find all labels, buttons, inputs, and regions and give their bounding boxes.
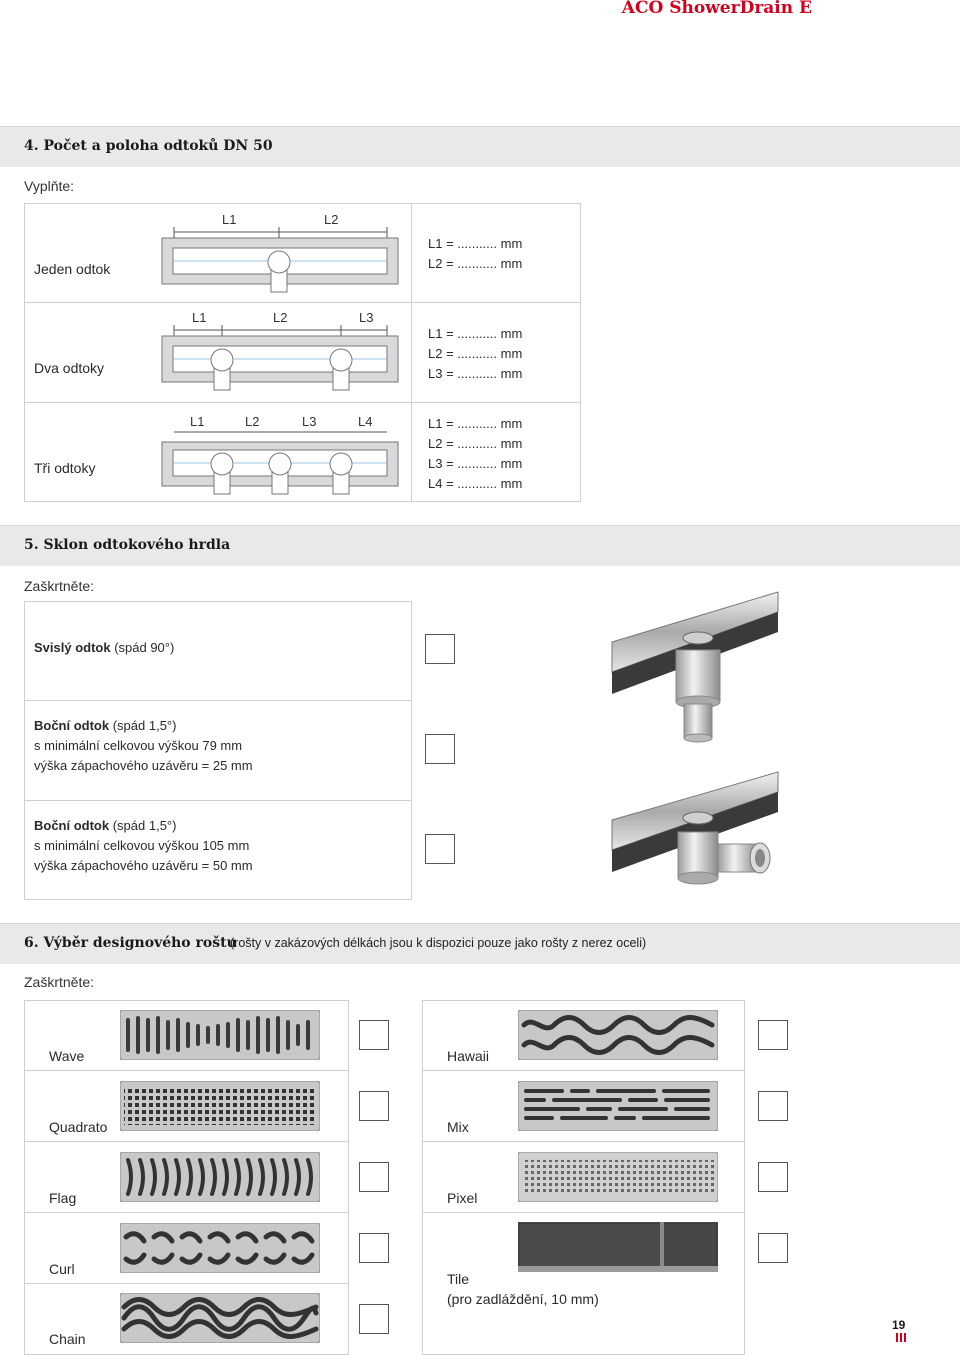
vertical-outlet-checkbox[interactable] xyxy=(425,634,455,664)
svg-text:L2: L2 xyxy=(245,414,260,429)
grate-label-tile: Tile xyxy=(447,1271,470,1287)
length-field[interactable]: L1 = ........... mm xyxy=(428,326,523,341)
svg-text:L2: L2 xyxy=(273,310,288,325)
fields-two-outlets xyxy=(428,324,522,384)
grate-label-wave: Wave xyxy=(49,1048,85,1064)
grate-label-pixel: Pixel xyxy=(447,1190,478,1206)
quadrato-grate-pattern xyxy=(120,1081,320,1131)
section-6-note: (rošty v zakázových délkách jsou k dispozici pouze jako rošty z nerez oceli) xyxy=(230,936,647,950)
section-4-title: 4. Počet a poloha odtoků DN 50 xyxy=(24,138,273,154)
option-side-outlet-79: Boční odtok (spád 1,5°) s minimální celkovou výškou 79 mm výška zápachového uzávěru = 25 mm xyxy=(34,718,253,773)
hawaii-checkbox[interactable] xyxy=(758,1020,788,1050)
chain-grate-pattern xyxy=(120,1293,320,1343)
svg-text:L1: L1 xyxy=(190,414,205,429)
grate-label-tile-note: (pro zadláždění, 10 mm) xyxy=(447,1291,599,1307)
grate-label-quadrato: Quadrato xyxy=(49,1119,108,1135)
wave-grate-pattern xyxy=(120,1010,320,1060)
curl-grate-pattern xyxy=(120,1223,320,1273)
row-label-three-outlets: Tři odtoky xyxy=(34,460,96,476)
length-field[interactable]: L2 = ........... mm xyxy=(428,346,523,361)
option-side-outlet-105: Boční odtok (spád 1,5°) s minimální celkovou výškou 105 mm výška zápachového uzávěru = 50 mm xyxy=(34,818,253,873)
page-marker-icon xyxy=(896,1333,908,1342)
tile-grate-pattern xyxy=(518,1222,718,1272)
pixel-grate-pattern xyxy=(518,1152,718,1202)
side-outlet-photo xyxy=(608,770,783,895)
curl-checkbox[interactable] xyxy=(359,1233,389,1263)
pixel-checkbox[interactable] xyxy=(758,1162,788,1192)
fields-three-outlets xyxy=(428,414,522,494)
drain-channel-diagram-two xyxy=(160,306,400,398)
grate-label-mix: Mix xyxy=(447,1119,469,1135)
grate-label-chain: Chain xyxy=(49,1331,86,1347)
mix-checkbox[interactable] xyxy=(758,1091,788,1121)
side-outlet-79-checkbox[interactable] xyxy=(425,734,455,764)
svg-text:L4: L4 xyxy=(358,414,373,429)
flag-checkbox[interactable] xyxy=(359,1162,389,1192)
drain-channel-diagram-three xyxy=(160,410,400,498)
chain-checkbox[interactable] xyxy=(359,1304,389,1334)
grate-label-curl: Curl xyxy=(49,1261,75,1277)
dim-label: L2 xyxy=(324,212,339,227)
svg-text:L3: L3 xyxy=(359,310,374,325)
svg-text:L1: L1 xyxy=(192,310,207,325)
section-5-title: 5. Sklon odtokového hrdla xyxy=(24,537,231,553)
length-field[interactable]: L4 = ........... mm xyxy=(428,476,523,491)
page-number: 19 xyxy=(892,1318,906,1332)
section-6-title: 6. Výběr designového roštu xyxy=(24,935,237,951)
grate-label-flag: Flag xyxy=(49,1190,77,1206)
length-field[interactable]: L1 = ........... mm xyxy=(428,236,523,251)
mix-grate-pattern xyxy=(518,1081,718,1131)
drain-channel-diagram-one xyxy=(160,208,400,296)
svg-text:L3: L3 xyxy=(302,414,317,429)
grate-label-hawaii: Hawaii xyxy=(447,1048,490,1064)
length-field[interactable]: L1 = ........... mm xyxy=(428,416,523,431)
hawaii-grate-pattern xyxy=(518,1010,718,1060)
option-vertical-outlet: Svislý odtok (spád 90°) xyxy=(34,640,175,655)
side-outlet-105-checkbox[interactable] xyxy=(425,834,455,864)
brand-title: ACO ShowerDrain E xyxy=(621,0,812,18)
length-field[interactable]: L3 = ........... mm xyxy=(428,366,523,381)
wave-checkbox[interactable] xyxy=(359,1020,389,1050)
section-5-header xyxy=(0,525,960,566)
section-4-header xyxy=(0,126,960,167)
section-5-prompt: Zaškrtněte: xyxy=(24,578,95,594)
vertical-outlet-photo xyxy=(608,590,783,750)
section-6-header xyxy=(0,923,960,964)
tile-checkbox[interactable] xyxy=(758,1233,788,1263)
dim-label: L1 xyxy=(222,212,237,227)
row-label-two-outlets: Dva odtoky xyxy=(34,360,105,376)
length-field[interactable]: L3 = ........... mm xyxy=(428,456,523,471)
flag-grate-pattern xyxy=(120,1152,320,1202)
row-label-one-outlet: Jeden odtok xyxy=(34,261,111,277)
quadrato-checkbox[interactable] xyxy=(359,1091,389,1121)
section-6-prompt: Zaškrtněte: xyxy=(24,974,95,990)
section-4-prompt: Vyplňte: xyxy=(24,178,75,194)
fields-one-outlet xyxy=(428,234,522,274)
length-field[interactable]: L2 = ........... mm xyxy=(428,436,523,451)
length-field[interactable]: L2 = ........... mm xyxy=(428,256,523,271)
